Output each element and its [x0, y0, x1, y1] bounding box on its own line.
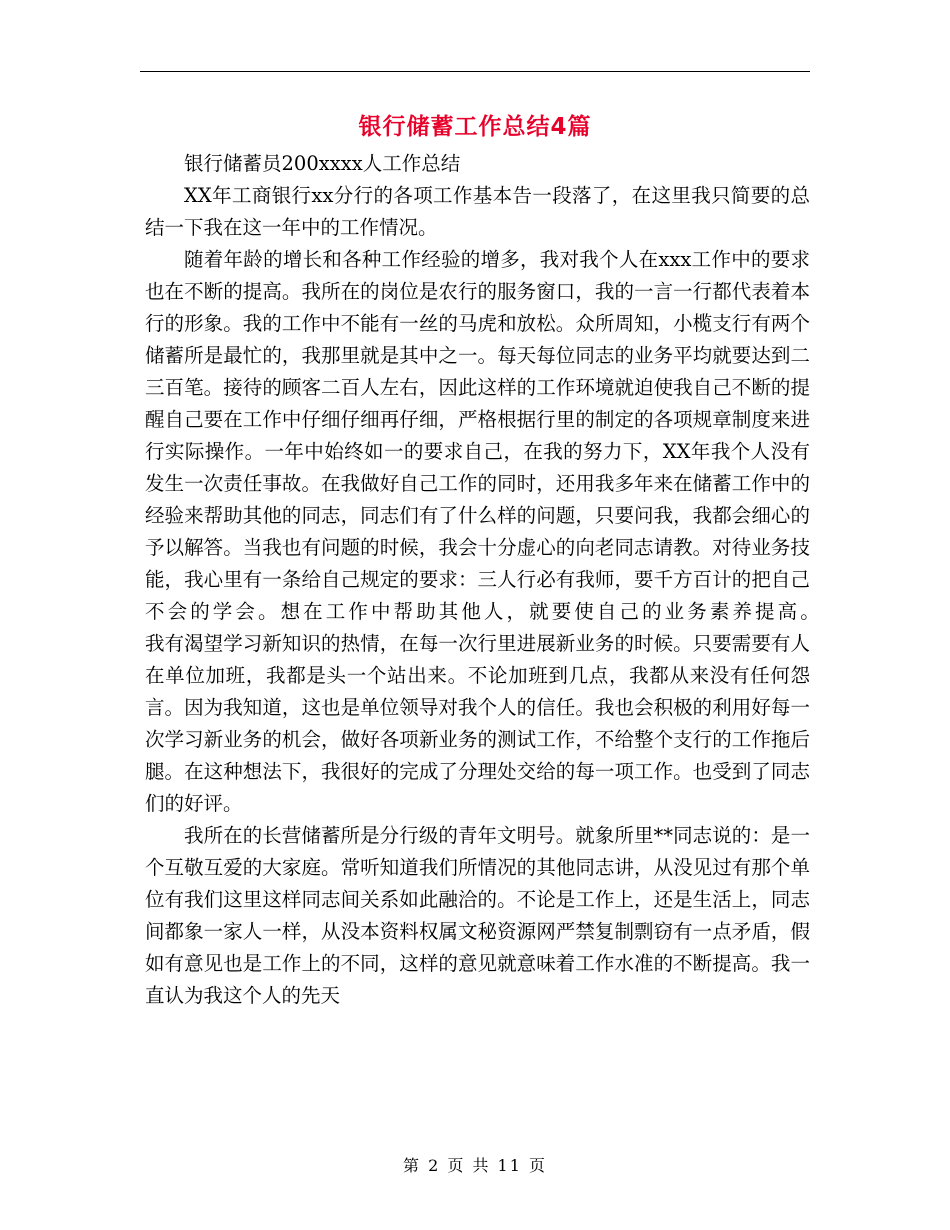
paragraph-work-requirements: 随着年龄的增长和各种工作经验的增多，我对我个人在xxx工作中的要求也在不断的提高。我所在的岗位是农行的服务窗口，我的一言一行都代表着本行的形象。我的工作中不能有一丝的马虎和放松。众所周知，小榄支行有两个储蓄所是最忙的，我那里就是其中之一。每天每位同志的业务平均就要达到二三百笔。接待的顾客二百人左右，因此这样的工作环境就迫使我自己不断的提醒自己要在工作中仔细仔细再仔细，严格根据行里的制定的各项规章制度来进行实际操作。一年中始终如一的要求自己，在我的努力下，XX年我个人没有发生一次责任事故。在我做好自己工作的同时，还用我多年来在储蓄工作中的经验来帮助其他的同志，同志们有了什么样的问题，只要问我，我都会细心的予以解答。当我也有问题的时候，我会十分虚心的向老同志请教。对待业务技能，我心里有一条给自己规定的要求：三人行必有我师，要千方百计的把自己不会的学会。想在工作中帮助其他人，就要使自己的业务素养提高。 我有渴望学习新知识的热情，在每一次行里进展新业务的时候。只要需要有人在单位加班，我都是头一个站出来。不论加班到几点，我都从来没有任何怨言。因为我知道，这也是单位领导对我个人的信任。我也会积极的利用好每一次学习新业务的机会，做好各项新业务的测试工作，不给整个支行的工作拖后腿。在这种想法下，我很好的完成了分理处交给的每一项工作。也受到了同志们的好评。 — [145, 248, 889, 815]
paragraph-intro: XX年工商银行xx分行的各项工作基本告一段落了，在这里我只简要的总结一下我在这一年中的工作情况。 — [145, 184, 810, 239]
page-number-footer: 第 2 页 共 11 页 — [403, 1156, 547, 1175]
header-rule — [140, 71, 810, 72]
document-title: 银行储蓄工作总结4篇 — [358, 114, 592, 140]
paragraph-subtitle: 银行储蓄员200xxxx人工作总结 — [184, 152, 461, 175]
document-body — [145, 148, 889, 1012]
paragraph-team: 我所在的长营储蓄所是分行级的青年文明号。就象所里**同志说的：是一个互敬互爱的大家庭。常听知道我们所情况的其他同志讲，从没见过有那个单位有我们这里这样同志间关系如此融洽的。不论是工作上，还是生活上，同志间都象一家人一样，从没本资料权属文秘资源网严禁复制剽窃有一点矛盾，假如有意见也是工作上的不同，这样的意见就意味着工作水准的不断提高。我一直认为我这个人的先天 — [145, 824, 810, 1007]
